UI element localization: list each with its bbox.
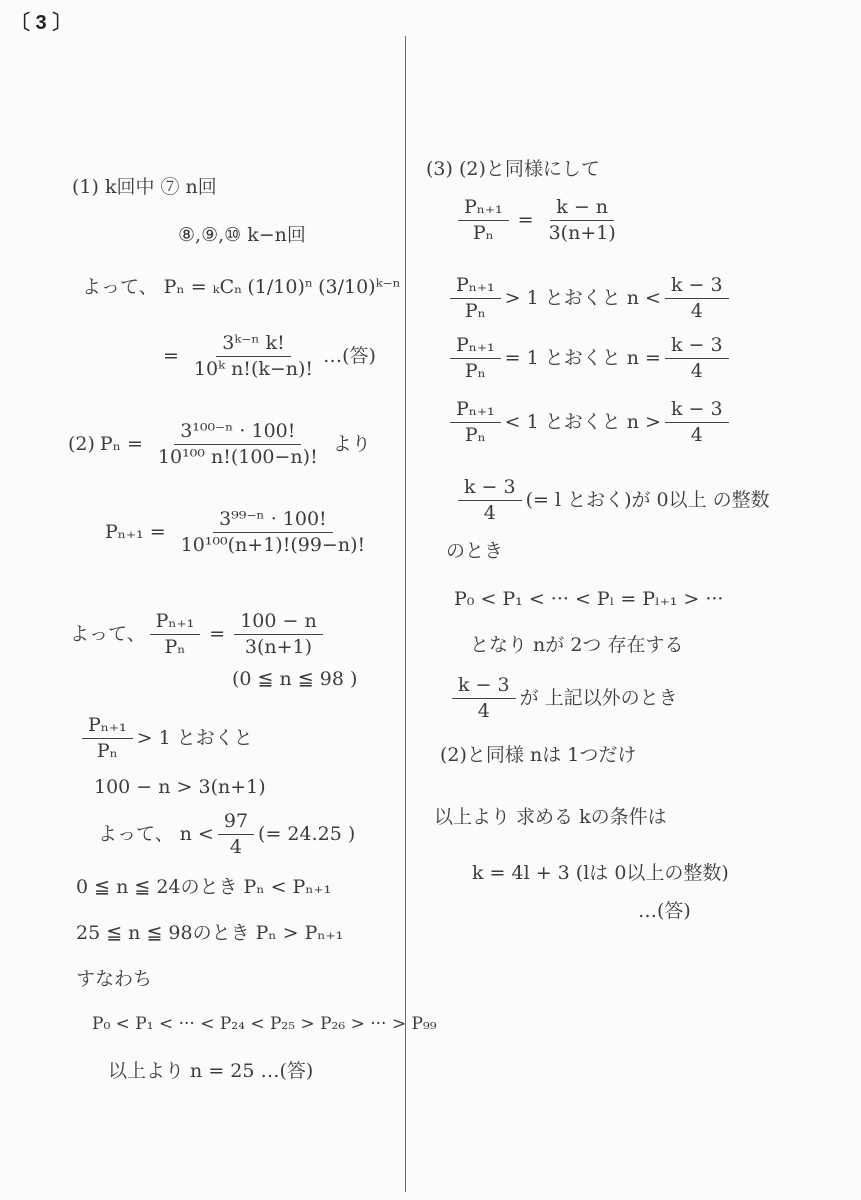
q2-pn1-lhs: Pₙ₊₁ =	[105, 521, 166, 543]
q3-c1-rnum: k − 3	[665, 276, 729, 299]
q3-cond-lt	[446, 400, 733, 445]
q3-def-fraction	[458, 478, 522, 523]
q3-c3-num: Pₙ₊₁	[450, 400, 501, 423]
q3-cond-eq	[446, 336, 733, 381]
q2-inequality: 100 − n > 3(n+1)	[94, 776, 266, 798]
q2-ratio-lhs-den: Pₙ	[164, 636, 186, 658]
q1-pn-factor1: (1/10)ⁿ	[247, 276, 314, 298]
q2-ratio	[70, 612, 327, 657]
q3-c1-num: Pₙ₊₁	[450, 276, 501, 299]
q3-c2-den: Pₙ	[464, 360, 486, 382]
q3-def-den: 4	[483, 502, 496, 524]
q2-sol-den: 4	[229, 836, 242, 858]
q2-range: (0 ≦ n ≦ 98 )	[232, 668, 358, 690]
q3-c2-text: = 1 とおくと n =	[504, 347, 661, 369]
q3-c1-den: Pₙ	[464, 300, 486, 322]
q2-ratio-eq: =	[209, 623, 226, 645]
q2-answer: 以上より n = 25 …(答)	[108, 1060, 314, 1082]
q1-answer-mark: …(答)	[323, 345, 376, 367]
q3-other-num: k − 3	[452, 676, 516, 699]
q3-chain: P₀ < P₁ < ··· < Pₗ = Pₗ₊₁ > ···	[454, 588, 724, 610]
q3-title: (3) (2)と同様にして	[426, 158, 600, 180]
q2-label: (2)	[68, 433, 95, 455]
q2-condition	[78, 716, 253, 761]
q2-pn1-numerator: 3⁹⁹⁻ⁿ · 100!	[213, 510, 333, 533]
q3-c3-rden: 4	[690, 424, 703, 446]
q3-onlyone: (2)と同様 nは 1つだけ	[440, 744, 637, 766]
q3-ratio-lhs	[458, 198, 509, 243]
q3-other-text: が 上記以外のとき	[519, 687, 678, 709]
problem-number: 〔 3 〕	[10, 12, 73, 34]
q3-c3-den: Pₙ	[464, 424, 486, 446]
q3-c2-rnum: k − 3	[665, 336, 729, 359]
q3-answer: k = 4l + 3 (lは 0以上の整数)	[472, 862, 729, 884]
q2-sunawachi: すなわち	[76, 968, 153, 990]
q3-other-den: 4	[477, 700, 490, 722]
q3-def-text: (= l とおく)が 0以上 の整数	[525, 489, 770, 511]
q1-result-denominator: 10ᵏ n!(k−n)!	[193, 358, 314, 380]
q3-c1-rden: 4	[690, 300, 703, 322]
q2-pn1-denominator: 10¹⁰⁰(n+1)!(99−n)!	[180, 534, 366, 556]
q3-def-num: k − 3	[458, 478, 522, 501]
q2-cond-text: > 1 とおくと	[136, 727, 253, 749]
q2-pn-denominator: 10¹⁰⁰ n!(100−n)!	[157, 446, 318, 468]
q1-line2: ⑧,⑨,⑩ k−n回	[178, 224, 306, 246]
q1-result-fraction	[188, 334, 319, 379]
q3-answer-mark: …(答)	[638, 900, 691, 922]
q1-pn-formula	[82, 278, 401, 297]
q3-cond-gt	[446, 276, 733, 321]
q3-ratio-lhs-den: Pₙ	[472, 222, 494, 244]
q3-c2-rden: 4	[690, 360, 703, 382]
q2-solution	[98, 812, 355, 857]
q1-line1: (1) k回中 ⑦ n回	[72, 176, 217, 198]
q2-cond-den: Pₙ	[96, 740, 118, 762]
q2-sol-suffix: (= 24.25 )	[258, 823, 356, 845]
q3-definition	[454, 478, 770, 523]
q3-other-fraction	[452, 676, 516, 721]
q3-c1-text: > 1 とおくと n <	[504, 287, 661, 309]
q1-result	[158, 334, 376, 379]
q3-c2-lhs	[450, 336, 501, 381]
q2-sol-fraction	[218, 812, 254, 857]
q3-ratio-rhs-den: 3(n+1)	[548, 222, 616, 244]
q1-result-eq: =	[163, 345, 179, 367]
q2-pn-numerator: 3¹⁰⁰⁻ⁿ · 100!	[174, 422, 301, 445]
q3-other	[448, 676, 678, 721]
q3-c2-num: Pₙ₊₁	[450, 336, 501, 359]
q3-ratio	[454, 198, 626, 243]
q2-sol-num: 97	[218, 812, 254, 835]
q2-pn1-fraction	[175, 510, 372, 555]
q1-pn-factor2: (3/10)ᵏ⁻ⁿ	[318, 276, 401, 298]
q3-c3-lhs	[450, 400, 501, 445]
q2-cond-num: Pₙ₊₁	[82, 716, 133, 739]
q3-ratio-lhs-num: Pₙ₊₁	[458, 198, 509, 221]
q2-yori: より	[332, 433, 371, 455]
q2-pn-fraction	[152, 422, 324, 467]
q2-pn-lhs: Pₙ =	[99, 433, 143, 455]
q2-sol-prefix: よって、 n <	[98, 823, 214, 845]
q2-ratio-rhs-den: 3(n+1)	[244, 636, 313, 658]
q2-cond-fraction	[82, 716, 133, 761]
q1-result-numerator: 3ᵏ⁻ⁿ k!	[216, 334, 290, 357]
q3-ratio-rhs	[543, 198, 622, 243]
q2-ratio-lhs	[150, 612, 201, 657]
q2-ratio-rhs-num: 100 − n	[234, 612, 323, 635]
q3-c3-rhs	[665, 400, 729, 445]
q3-conclusion: 以上より 求める kの条件は	[434, 806, 667, 828]
q2-pn1-formula	[100, 510, 375, 555]
q2-pn-formula	[68, 422, 376, 467]
q3-notoki: のとき	[446, 540, 504, 562]
q3-ratio-rhs-num: k − n	[550, 198, 614, 221]
q2-ratio-rhs	[234, 612, 323, 657]
q3-ratio-eq: =	[517, 209, 534, 231]
q1-pn-prefix: よって、 Pₙ = ₖCₙ	[82, 276, 243, 298]
q3-c1-rhs	[665, 276, 729, 321]
q2-chain: P₀ < P₁ < ··· < P₂₄ < P₂₅ > P₂₆ > ··· > P₉₉	[92, 1014, 437, 1034]
q2-case2: 25 ≦ n ≦ 98のとき Pₙ > Pₙ₊₁	[76, 922, 344, 944]
q2-ratio-lhs-num: Pₙ₊₁	[150, 612, 201, 635]
q3-c1-lhs	[450, 276, 501, 321]
q2-case1: 0 ≦ n ≦ 24のとき Pₙ < Pₙ₊₁	[76, 876, 332, 898]
q3-c2-rhs	[665, 336, 729, 381]
q2-ratio-prefix: よって、	[70, 623, 146, 645]
q3-exist: となり nが 2つ 存在する	[470, 634, 684, 656]
q3-c3-rnum: k − 3	[665, 400, 729, 423]
q3-c3-text: < 1 とおくと n >	[504, 411, 661, 433]
